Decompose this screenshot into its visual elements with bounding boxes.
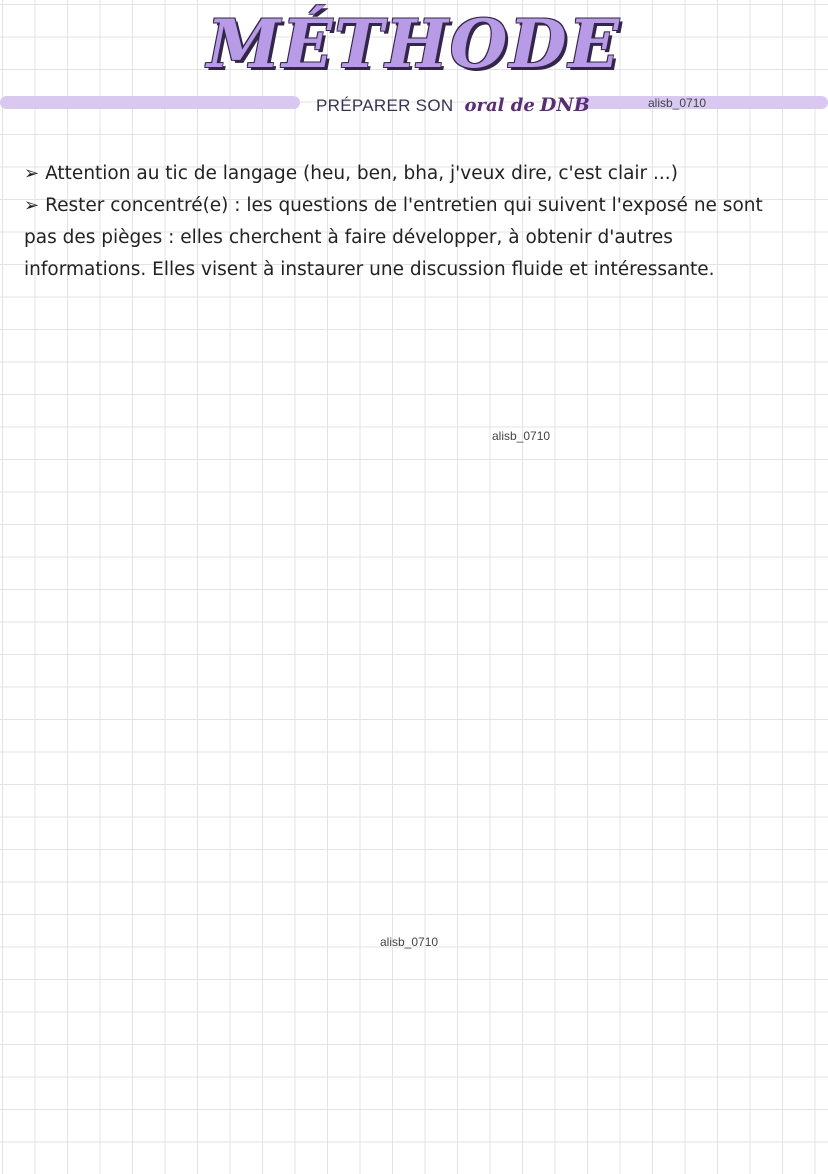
page-subtitle xyxy=(316,90,590,120)
bullet-list xyxy=(24,158,764,286)
arrow-bullet-icon: ➢ xyxy=(24,163,40,184)
subtitle-dnb: DNB xyxy=(539,94,590,116)
bullet-item xyxy=(24,158,764,190)
arrow-bullet-icon: ➢ xyxy=(24,195,40,216)
page-title: MÉTHODE xyxy=(207,5,621,83)
watermark-bottom: alisb_0710 xyxy=(380,935,439,949)
author-handle: alisb_0710 xyxy=(648,96,707,110)
subtitle-script: oral de xyxy=(464,95,535,116)
bullet-item xyxy=(24,190,764,286)
header-bar-left xyxy=(0,96,300,109)
bullet-text: Rester concentré(e) : les questions de l'entretien qui suivent l'exposé ne sont pas des pièges : elles cherchent à faire développer, à obtenir d'autres informations. Elles visent à instaurer une discussion fluide et intéressante. xyxy=(24,195,763,280)
header xyxy=(0,0,828,90)
watermark-middle: alisb_0710 xyxy=(492,429,551,443)
bullet-text: Attention au tic de langage (heu, ben, bha, j'veux dire, c'est clair ...) xyxy=(45,163,678,184)
subtitle-caps: PRÉPARER SON xyxy=(316,96,454,115)
